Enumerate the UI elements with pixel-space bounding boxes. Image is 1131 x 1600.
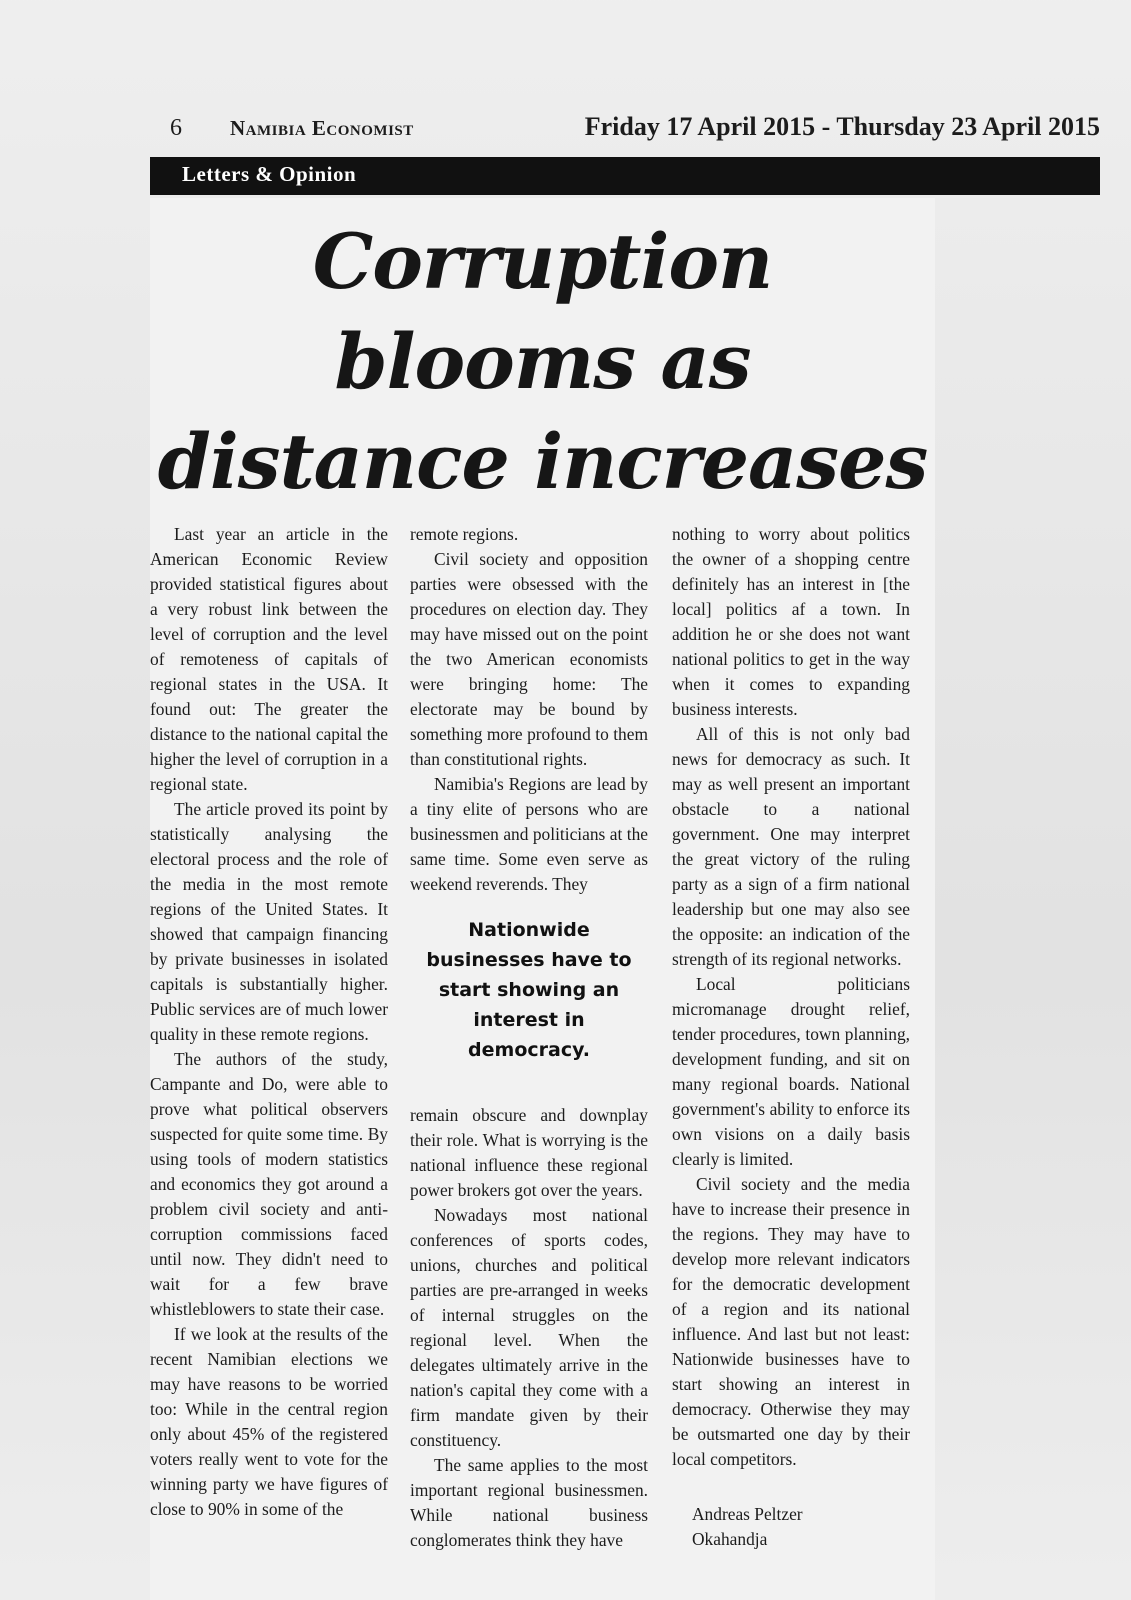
section-banner	[150, 157, 1100, 195]
paragraph: remote regions.	[410, 524, 519, 544]
page-header	[170, 112, 1100, 148]
article-column-3	[672, 522, 910, 1552]
issue-date-range: Friday 17 April 2015 - Thursday 23 April 2015	[584, 112, 1100, 141]
publication-name: Namibia Economist	[230, 116, 414, 140]
paragraph: remain obscure and downplay their role. What is worrying is the national influence these regional power brokers got over the years.	[410, 1105, 648, 1200]
section-label: Letters & Opinion	[182, 162, 357, 186]
paragraph: All of this is not only bad news for democracy as such. It may as well present an important obstacle to a national government. One may interpret the great victory of the ruling party as a sign of a firm national leadership but one may also see the opposite: an indication of the strength of its regional networks.	[672, 724, 910, 969]
paragraph: Namibia's Regions are lead by a tiny elite of persons who are businessmen and politicians at the same time. Some even serve as weekend reverends. They	[410, 774, 648, 894]
paragraph: nothing to worry about politics the owner of a shopping centre definitely has an interest in [the local] politics af a town. In addition he or she does not want national politics to get in the way when it comes to expanding business interests.	[672, 524, 910, 719]
paragraph: The article proved its point by statistically analysing the electoral process and the role of the media in the most remote regions of the United States. It showed that campaign financing by private businesses in isolated capitals is substantially higher. Public services are of much lower quality in these remote regions.	[150, 799, 388, 1044]
paragraph: Civil society and the media have to increase their presence in the regions. They may have to develop more relevant indicators for the democratic development of a region and its national influence. And last but not least: Nationwide businesses have to start showing an interest in democracy. Otherwise they may be outsmarted one day by their local competitors.	[672, 1174, 910, 1469]
paragraph: The same applies to the most important regional businessmen. While national business conglomerates think they have	[410, 1455, 648, 1550]
headline-line-2: blooms as	[334, 317, 751, 406]
article-column-2	[410, 522, 648, 1553]
pull-quote: Nationwide businesses have to start showing an interest in democracy.	[426, 919, 632, 1061]
author-name: Andreas Peltzer	[692, 1504, 803, 1524]
paragraph: Nowadays most national conferences of sports codes, unions, churches and political parties are pre-arranged in weeks of internal struggles on the regional level. When the delegates ultimately arrive in the nation's capital they come with a firm mandate given by their constituency.	[410, 1205, 648, 1450]
paragraph: The authors of the study, Campante and Do, were able to prove what political observers suspected for quite some time. By using tools of modern statistics and economics they got around a problem civil society and anti-corruption commissions faced until now. They didn't need to wait for a few brave whistleblowers to state their case.	[150, 1049, 388, 1319]
headline-line-1: Corruption	[312, 217, 773, 306]
paragraph: Civil society and opposition parties were obsessed with the procedures on election day. They may have missed out on the point the two American economists were bringing home: The electorate may be bound by something more profound to them than constitutional rights.	[410, 549, 648, 769]
paragraph: Local politicians micromanage drought relief, tender procedures, town planning, development funding, and sit on many regional boards. National government's ability to enforce its own visions on a daily basis clearly is limited.	[672, 974, 910, 1169]
page-number: 6	[170, 115, 182, 141]
article-column-1	[150, 522, 388, 1522]
author-location: Okahandja	[692, 1529, 768, 1549]
author-signature	[672, 1502, 910, 1552]
article-headline	[150, 212, 935, 512]
paragraph: Last year an article in the American Economic Review provided statistical figures about a very robust link between the level of corruption and the level of remoteness of capitals of regional states in the USA. It found out: The greater the distance to the national capital the higher the level of corruption in a regional state.	[150, 524, 388, 794]
paragraph: If we look at the results of the recent Namibian elections we may have reasons to be worried too: While in the central region only about 45% of the registered voters really went to vote for the winning party we have figures of close to 90% in some of the	[150, 1324, 388, 1519]
headline-line-3: distance increases	[157, 417, 928, 506]
